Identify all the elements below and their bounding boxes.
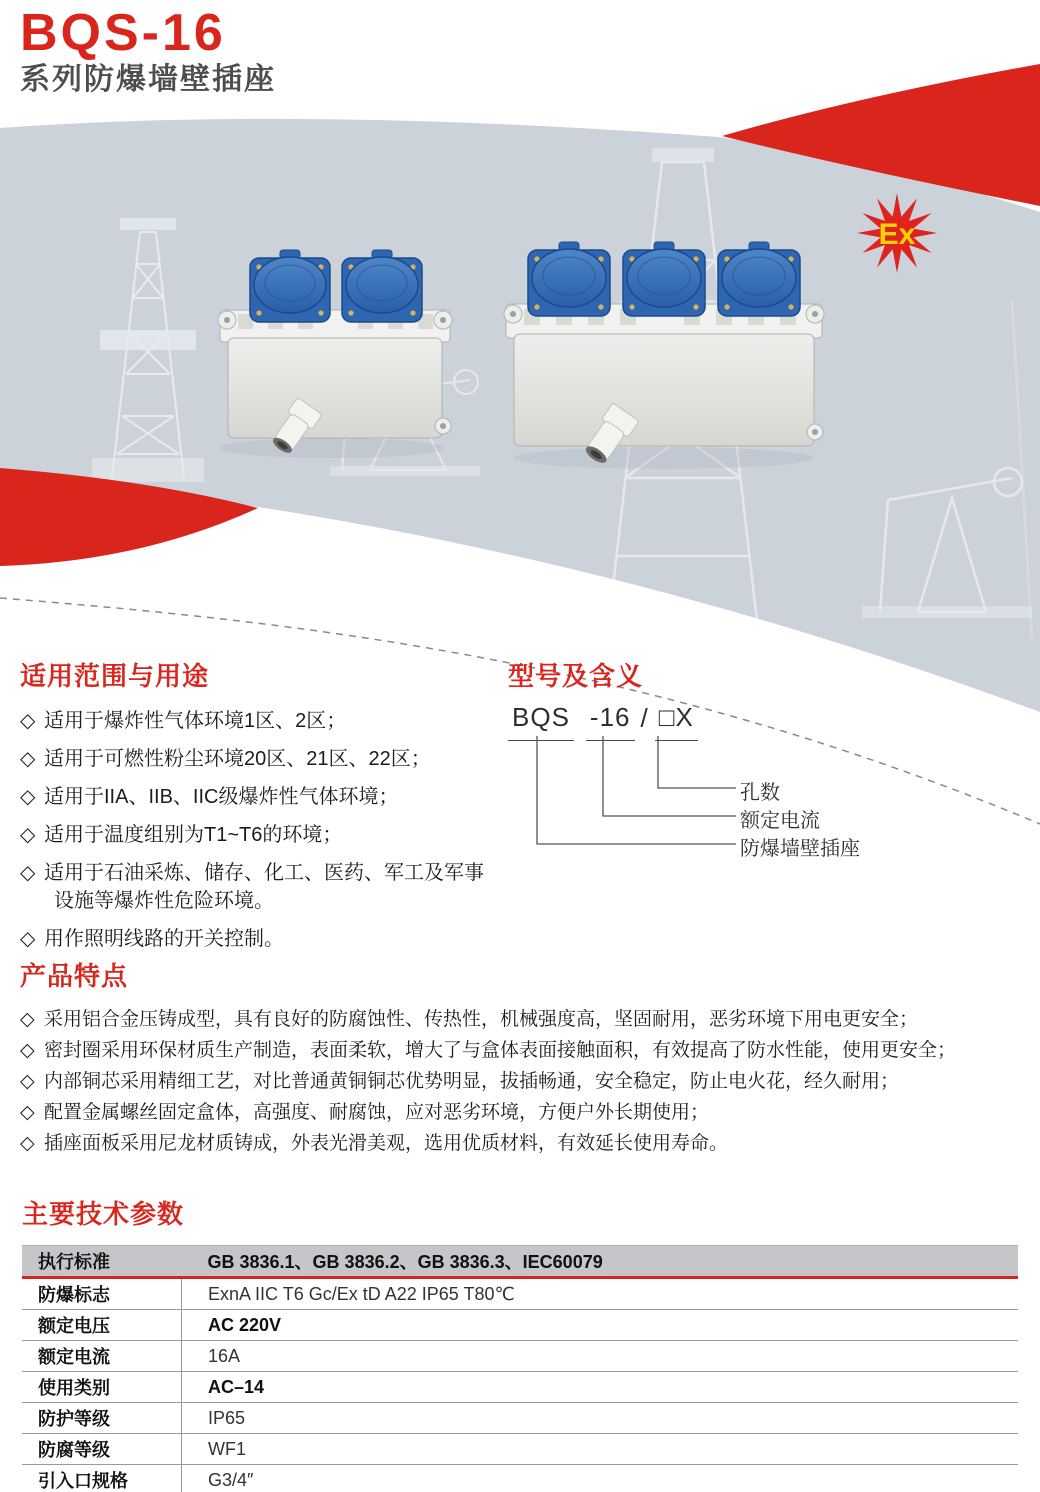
socket-unit	[623, 242, 705, 316]
table-row	[22, 1246, 1018, 1278]
list-item	[20, 1069, 1028, 1094]
list-item-text: 采用铝合金压铸成型，具有良好的防腐蚀性、传热性，机械强度高，坚固耐用，恶劣环境下用电更安全；	[44, 1009, 919, 1030]
spec-label: 额定电压	[22, 1310, 182, 1341]
model-series: BQS	[508, 702, 574, 741]
socket-unit	[528, 242, 610, 316]
spec-value: WF1	[208, 1438, 246, 1459]
diamond-bullet-icon: ◇	[20, 928, 36, 950]
list-item-text: 配置金属螺丝固定盒体，高强度、耐腐蚀，应对恶劣环境，方便户外长期使用；	[44, 1102, 710, 1123]
spec-value: G3/4″	[208, 1469, 254, 1490]
list-item	[20, 1131, 1028, 1156]
diamond-bullet-icon: ◇	[20, 1102, 35, 1123]
list-item-text: 密封圈采用环保材质生产制造，表面柔软，增大了与盒体表面接触面积，有效提高了防水性能，使用更安全；	[44, 1040, 957, 1061]
diamond-bullet-icon: ◇	[20, 786, 36, 808]
model-label-current: 额定电流	[740, 810, 820, 832]
usage-heading: 适用范围与用途	[20, 661, 210, 691]
spec-label: 引入口规格	[22, 1465, 182, 1492]
list-item	[20, 1007, 1028, 1032]
section-usage	[20, 656, 500, 963]
spec-value: IP65	[208, 1407, 246, 1428]
socket-unit	[250, 250, 330, 322]
specs-heading: 主要技术参数	[22, 1199, 185, 1229]
features-heading: 产品特点	[20, 961, 129, 991]
ex-badge-label: Ex	[878, 218, 916, 251]
diamond-bullet-icon: ◇	[20, 748, 36, 770]
list-item	[20, 745, 500, 773]
socket-unit	[342, 250, 422, 322]
table-row	[22, 1310, 1018, 1341]
list-item	[20, 1038, 1028, 1063]
list-item-text: 用作照明线路的开关控制。	[44, 928, 284, 950]
spec-value: AC 220V	[208, 1314, 282, 1335]
model-holes-code: □X	[655, 702, 698, 741]
diamond-bullet-icon: ◇	[20, 1071, 35, 1092]
diamond-bullet-icon: ◇	[20, 710, 36, 732]
list-item-text: 适用于温度组别为T1~T6的环境；	[44, 824, 343, 846]
section-features	[20, 956, 1028, 1162]
list-item	[20, 821, 500, 849]
table-row	[22, 1465, 1018, 1492]
product-image-three-gang	[504, 242, 824, 469]
list-item	[20, 925, 500, 953]
table-row	[22, 1403, 1018, 1434]
specs-table	[22, 1245, 1018, 1492]
table-row	[22, 1434, 1018, 1465]
model-current-code: -16	[586, 702, 635, 741]
table-row	[22, 1341, 1018, 1372]
section-specs	[22, 1194, 1018, 1492]
diamond-bullet-icon: ◇	[20, 1040, 35, 1061]
spec-value: 16A	[208, 1345, 241, 1366]
model-slash: /	[640, 703, 649, 733]
list-item-text: 适用于IIA、IIB、IIC级爆炸性气体环境；	[44, 786, 399, 808]
table-row	[22, 1278, 1018, 1310]
list-item-text: 适用于爆炸性气体环境1区、2区；	[44, 710, 347, 732]
list-item	[20, 1100, 1028, 1125]
spec-label: 防爆标志	[22, 1278, 182, 1310]
socket-unit	[718, 242, 800, 316]
diamond-bullet-icon: ◇	[20, 1009, 35, 1030]
spec-label: 执行标准	[38, 1252, 110, 1272]
list-item-text: 适用于可燃性粉尘环境20区、21区、22区；	[44, 748, 431, 770]
section-model	[508, 656, 1038, 871]
list-item-text: 内部铜芯采用精细工艺，对比普通黄铜铜芯优势明显，拔插畅通，安全稳定，防止电火花，经久耐用；	[44, 1071, 900, 1092]
spec-label: 防腐等级	[22, 1434, 182, 1465]
page-subtitle: 系列防爆墙壁插座	[20, 63, 276, 96]
table-row	[22, 1372, 1018, 1403]
diamond-bullet-icon: ◇	[20, 862, 36, 884]
model-label-holes: 孔数	[740, 782, 780, 804]
list-item	[20, 783, 500, 811]
features-list	[20, 1007, 1028, 1156]
spec-label: 额定电流	[22, 1341, 182, 1372]
diamond-bullet-icon: ◇	[20, 1133, 35, 1154]
list-item-text: 插座面板采用尼龙材质铸成，外表光滑美观，选用优质材料，有效延长使用寿命。	[44, 1133, 729, 1154]
page-header	[20, 6, 276, 98]
list-item	[20, 859, 500, 915]
page-title: BQS-16	[20, 4, 226, 62]
diamond-bullet-icon: ◇	[20, 824, 36, 846]
model-heading: 型号及含义	[508, 661, 644, 691]
spec-value: ExnA IIC T6 Gc/Ex tD A22 IP65 T80℃	[208, 1283, 515, 1304]
usage-list	[20, 707, 500, 953]
spec-label: 使用类别	[22, 1372, 182, 1403]
spec-label: 防护等级	[22, 1403, 182, 1434]
spec-value: AC–14	[208, 1376, 265, 1397]
spec-value: GB 3836.1、GB 3836.2、GB 3836.3、IEC60079	[207, 1252, 603, 1272]
model-label-series: 防爆墙壁插座	[740, 838, 860, 860]
list-item-text: 适用于石油采炼、储存、化工、医药、军工及军事设施等爆炸性危险环境。	[44, 862, 484, 912]
list-item	[20, 707, 500, 735]
